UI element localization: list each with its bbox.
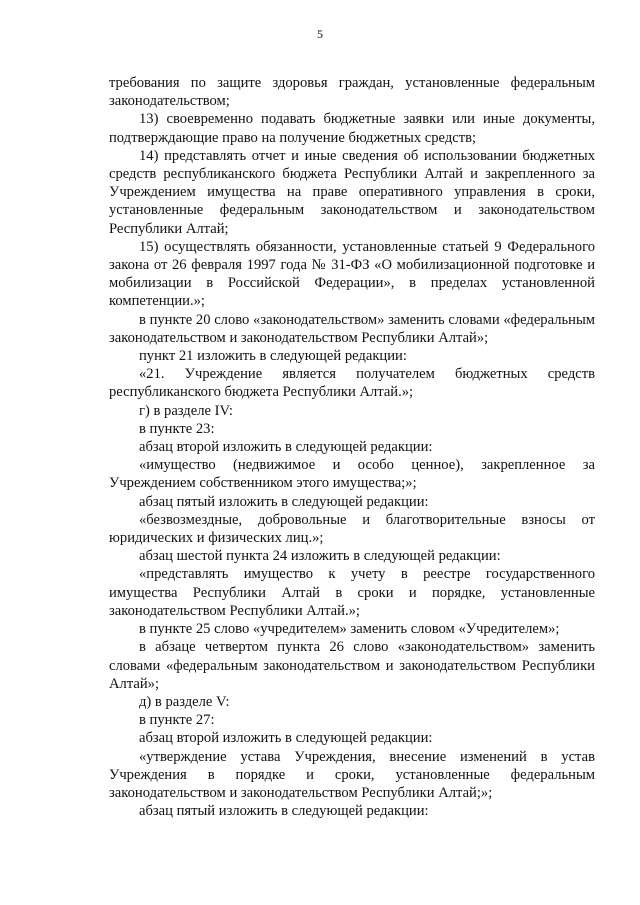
paragraph: абзац второй изложить в следующей редакции:: [139, 439, 433, 456]
paragraph: «имущество (недвижимое и особо ценное), закрепленное за Учреждением собственником этого имущества;»;: [109, 457, 595, 492]
paragraph: в пункте 20 слово «законодательством» заменить словами «федеральным законодательством и законодательством Республики Алтай»;: [109, 311, 595, 346]
paragraph: 15) осуществлять обязанности, установленные статьей 9 Федерального закона от 26 февраля 1997 года № 31-ФЗ «О мобилизационной подготовке и мобилизации в Российской Федерации», в пределах установленной компетенции.»;: [109, 238, 595, 310]
paragraph: пункт 21 изложить в следующей редакции:: [139, 348, 407, 365]
paragraph: «21. Учреждение является получателем бюджетных средств республиканского бюджета Республики Алтай.»;: [109, 366, 595, 401]
paragraph: абзац пятый изложить в следующей редакции:: [139, 803, 429, 820]
paragraph: в абзаце четвертом пункта 26 слово «законодательством» заменить словами «федеральным законодательством и законодательством Республики Алтай»;: [109, 639, 595, 692]
paragraph: 13) своевременно подавать бюджетные заявки или иные документы, подтверждающие право на получение бюджетных средств;: [109, 111, 595, 146]
paragraph: «представлять имущество к учету в реестре государственного имущества Республики Алтай в сроки и порядке, установленные законодательством Республики Алтай.»;: [109, 566, 595, 619]
paragraph: «безвозмездные, добровольные и благотворительные взносы от юридических и физических лиц.»;: [109, 511, 595, 547]
document-body: [109, 74, 595, 820]
paragraph: «утверждение устава Учреждения, внесение изменений в устав Учреждения в порядке и сроки, установленные федеральным законодательством и законодательством Республики Алтай;»;: [109, 748, 595, 801]
paragraph: абзац пятый изложить в следующей редакции:: [139, 493, 429, 510]
paragraph: в пункте 27:: [139, 712, 215, 729]
paragraph: 14) представлять отчет и иные сведения об использовании бюджетных средств республиканского бюджета Республики Алтай и закрепленного за Учреждением имущества на праве оперативного управления в сроки, установленные федеральным законодательством и законодательством Республики Алтай;: [109, 147, 595, 237]
paragraph: в пункте 23:: [139, 420, 215, 437]
paragraph: в пункте 25 слово «учредителем» заменить словом «Учредителем»;: [139, 621, 560, 638]
paragraph: д) в разделе V:: [139, 693, 230, 710]
paragraph: абзац второй изложить в следующей редакции:: [139, 730, 433, 747]
paragraph: требования по защите здоровья граждан, установленные федеральным законодательством;: [109, 75, 595, 110]
paragraph: г) в разделе IV:: [139, 402, 233, 419]
paragraph: абзац шестой пункта 24 изложить в следующей редакции:: [139, 548, 501, 565]
page-number: 5: [317, 27, 323, 41]
